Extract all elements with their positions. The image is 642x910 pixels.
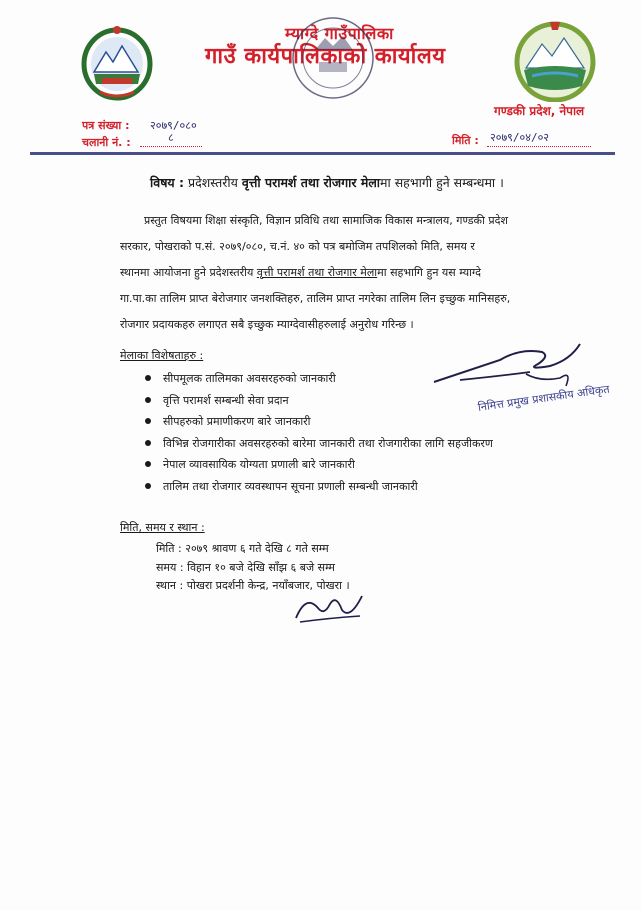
subject-line	[150, 174, 504, 191]
miti-value: २०७९/०४/०२	[490, 131, 550, 144]
gandaki-province-logo	[512, 18, 598, 102]
office-name-line1: म्याग्दे गाउँपालिका	[285, 24, 394, 43]
schedule-title: मिति, समय र स्थान :	[120, 521, 205, 534]
body-line-2: सरकार, पोखराको प.सं. २०७९/०८०, च.नं. ४० को पत्र बमोजिम तपशिलको मिति, समय र	[120, 240, 475, 253]
bullet-icon	[145, 418, 151, 424]
second-signature	[290, 588, 370, 628]
bullet-icon	[145, 461, 151, 467]
header-rule	[30, 152, 615, 155]
schedule-place: स्थान : पोखरा प्रदर्शनी केन्द्र, नयाँबजार, पोखरा ।	[156, 579, 350, 592]
miti-dotline	[487, 146, 591, 147]
province-label: गण्डकी प्रदेश, नेपाल	[494, 104, 585, 118]
list-item: वृत्ति परामर्श सम्बन्धी सेवा प्रदान	[143, 390, 493, 412]
list-item: तालिम तथा रोजगार व्यवस्थापन सूचना प्रणाली सम्बन्धी जानकारी	[143, 476, 493, 498]
body-line-3: स्थानमा आयोजना हुने प्रदेशस्तरीय वृत्ती परामर्श तथा रोजगार मेलामा सहभागि हुन यस म्याग्दे	[120, 266, 481, 279]
bullet-icon	[145, 483, 151, 489]
list-item: विभिन्न रोजगारीका अवसरहरुको बारेमा जानकारी तथा रोजगारीका लागि सहजीकरण	[143, 433, 493, 455]
subject-label: विषय :	[150, 175, 185, 190]
body-line-4: गा.पा.का तालिम प्राप्त बेरोजगार जनशक्तिहरु, तालिम प्राप्त नगरेका तालिम लिन इच्छुक मानिसहरु,	[120, 292, 511, 305]
schedule-time: समय : विहान १० बजे देखि साँझ ६ बजे सम्म	[156, 560, 335, 574]
miti-label: मिति :	[452, 134, 479, 147]
list-item: सीपमूलक तालिमका अवसरहरुको जानकारी	[143, 368, 493, 390]
body-line-1: प्रस्तुत विषयमा शिक्षा संस्कृति, विज्ञान प्रविधि तथा सामाजिक विकास मन्त्रालय, गण्डकी प्रदेश	[144, 214, 508, 227]
nepal-emblem-logo	[80, 22, 154, 102]
list-item: नेपाल व्यावसायिक योग्यता प्रणाली बारे जानकारी	[143, 454, 493, 476]
bullet-icon	[145, 375, 151, 381]
subject-text-pre: प्रदेशस्तरीय	[188, 175, 238, 190]
body-paragraph	[120, 208, 585, 338]
bullet-icon	[145, 397, 151, 403]
bullet-icon	[145, 440, 151, 446]
subject-text-bold: वृत्ती परामर्श तथा रोजगार मेला	[241, 175, 381, 190]
body-line-5: रोजगार प्रदायकहरु लगाएत सबै इच्छुक म्याग्देवासीहरुलाई अनुरोध गरिन्छ ।	[120, 318, 414, 331]
subject-text-post: मा सहभागी हुने सम्बन्धमा ।	[380, 175, 504, 190]
patra-sankhya-value: २०७९/०८०	[150, 119, 197, 132]
chalani-dotline	[140, 146, 202, 147]
features-title: मेलाका विशेषताहरु :	[120, 349, 204, 362]
patra-sankhya-label: पत्र संख्या :	[82, 119, 130, 132]
officer-stamp-text: निमित्त प्रमुख प्रशासकीय अधिकृत	[477, 382, 611, 414]
chalani-value: ८	[168, 131, 174, 144]
office-name-line2: गाउँ कार्यपालिकाको कार्यालय	[205, 44, 446, 69]
office-seal-stamp	[285, 10, 381, 110]
list-item: सीपहरुको प्रमाणीकरण बारे जानकारी	[143, 411, 493, 433]
schedule-date: मिति : २०७९ श्रावण ६ गते देखि ८ गते सम्म	[156, 542, 329, 555]
chalani-label: चलानी नं. :	[82, 136, 131, 149]
